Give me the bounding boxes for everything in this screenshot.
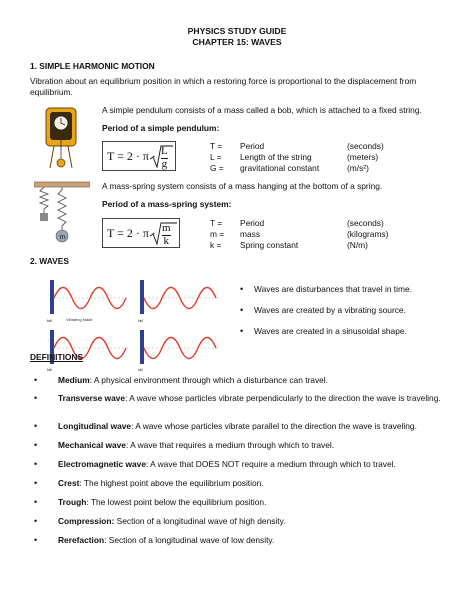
figure-label: fall	[138, 367, 144, 372]
bullet-icon: •	[34, 421, 38, 431]
pendulum-period-heading: Period of a simple pendulum:	[102, 123, 220, 133]
bullet-icon: •	[34, 375, 38, 385]
bullet-icon: •	[240, 284, 244, 294]
spring-period-heading: Period of a mass-spring system:	[102, 199, 232, 209]
spring-formula-lhs: T = 2 · π ·	[107, 226, 156, 240]
bullet-icon: •	[240, 305, 244, 315]
bullet-icon: •	[34, 393, 38, 403]
figure-label: fall	[47, 318, 53, 323]
section-heading-shm: 1. SIMPLE HARMONIC MOTION	[30, 61, 155, 71]
spring-formula	[102, 218, 180, 248]
blade-icon	[50, 280, 54, 314]
bullet-icon: •	[34, 497, 38, 507]
blade-icon	[140, 330, 144, 364]
mass-spring-figure	[34, 180, 90, 246]
bullet-icon: •	[34, 478, 38, 488]
pendulum-clock-figure	[40, 106, 84, 170]
page-title: PHYSICS STUDY GUIDE	[187, 26, 287, 36]
bullet-icon: •	[34, 440, 38, 450]
bullet-icon: •	[34, 535, 38, 545]
page-subtitle: CHAPTER 15: WAVES	[192, 37, 282, 47]
section-heading-waves: 2. WAVES	[30, 256, 69, 266]
spring-description: A mass-spring system consists of a mass hanging at the bottom of a spring.	[102, 181, 383, 191]
waves-bullet-list: • Waves are disturbances that travel in time. • Waves are created by a vibrating source. • Waves are created in a sinusoidal shape.	[240, 284, 412, 336]
pendulum-formula-lhs: T = 2 · π ·	[107, 149, 156, 163]
definitions-heading: DEFINITIONS	[30, 352, 84, 362]
bullet-icon: •	[240, 326, 244, 336]
mass-label: m	[59, 234, 66, 241]
pendulum-description: A simple pendulum consists of a mass called a bob, which is attached to a fixed string.	[102, 105, 422, 115]
shm-intro: Vibration about an equilibrium position in which a restoring force is proportional to the displacement from equilibrium.	[30, 76, 417, 97]
figure-label: fall	[47, 367, 53, 372]
bullet-icon: •	[34, 516, 38, 526]
pendulum-formula	[102, 141, 176, 171]
bullet-icon: •	[34, 459, 38, 469]
figure-label: Vibrating blade	[66, 317, 93, 322]
definitions-list: • Medium: A physical environment through which a disturbance can travel. • Transverse wave: A wave whose particles vibrate perpendicularly to the direction the wave is traveling. • Longitudinal wave: A wave whose particles vibrate parallel to the direction the wave is traveling. • Mechanical wave: A wave that requires a medium through which to travel. • Electromagnetic wave: A wave that DOES NOT require a medium through which to travel. • Crest: The highest point above the equilibrium position. • Trough: The lowest point below the equilibrium position. • Compression: Section of a longitudinal wave of high density. • Rerefaction: Section of a longitudinal wave of low density.	[34, 375, 441, 545]
spring-fraction: $\frac{m}{k}$	[162, 222, 171, 247]
blade-icon	[140, 280, 144, 314]
pendulum-fraction: $\frac{L}{g}$	[161, 145, 168, 170]
figure-label: fall	[138, 318, 144, 323]
